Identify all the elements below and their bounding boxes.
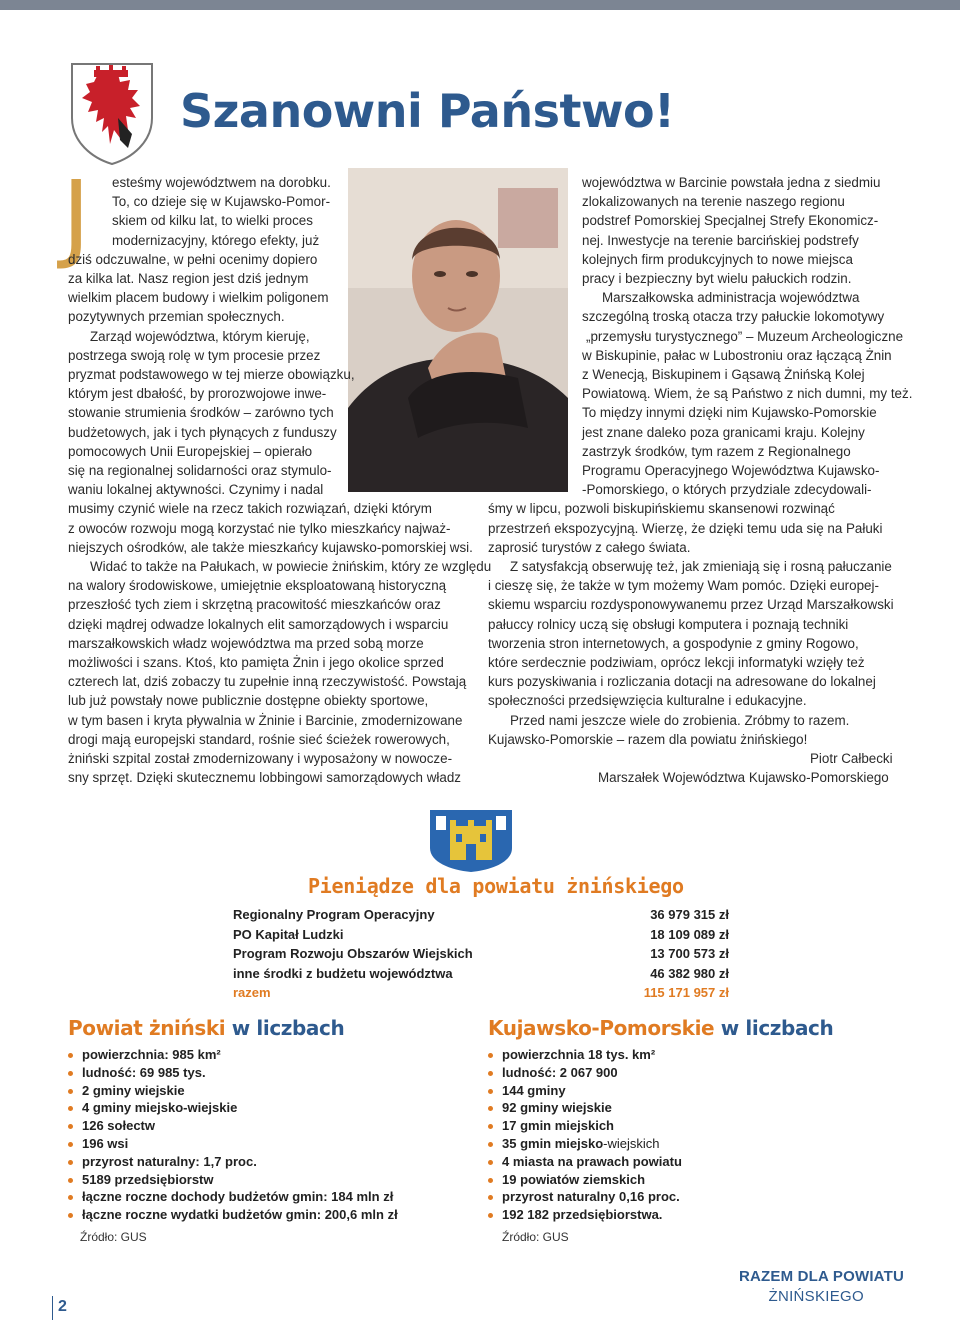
powiat-title-rest: w liczbach bbox=[231, 1016, 345, 1040]
region-facts-list bbox=[488, 1046, 682, 1224]
list-item: przyrost naturalny 0,16 proc. bbox=[488, 1188, 682, 1206]
right-line: z Wenecją, Biskupinem i Gąsawą Żnińską Kolej bbox=[582, 367, 865, 382]
list-item: łączne roczne dochody budżetów gmin: 184 mln zł bbox=[68, 1188, 398, 1206]
left-line: czterech lat, dziś zobaczy tu zupełnie inną rzeczywistość. Powstają bbox=[68, 674, 467, 690]
right-line: szczególną troską otacza trzy pałuckie lokomotywy bbox=[582, 309, 885, 325]
footer-subtitle: ŻNIŃSKIEGO bbox=[768, 1288, 864, 1305]
list-item: przyrost naturalny: 1,7 proc. bbox=[68, 1153, 398, 1171]
left-line: stowanie strumienia środków – zarówno tych bbox=[68, 405, 334, 421]
left-line: pryzmat podstawowego w tej mierze obowiązku, bbox=[68, 367, 355, 382]
funds-row-amount: 18 109 089 zł bbox=[650, 926, 729, 942]
list-item: 126 sołectw bbox=[68, 1117, 398, 1135]
right-line: nej. Inwestycje na terenie barcińskiej podstrefy bbox=[582, 232, 859, 248]
right-line: kurs pozyskiwania i rozliczania dotacji na adresowane do lokalnej bbox=[488, 674, 876, 690]
left-line: esteśmy województwem na dorobku. bbox=[112, 175, 331, 190]
left-line: lub już powstały nowe publicznie dostępne obiekty sportowe, bbox=[68, 693, 429, 709]
page-number: 2 bbox=[58, 1298, 67, 1315]
left-line: możliwości i szans. Ktoś, kto pamięta Żnin i jego okolice sprzed bbox=[68, 655, 444, 670]
right-line: Marszałkowska administracja województwa bbox=[602, 290, 860, 306]
funds-row bbox=[233, 944, 729, 964]
left-line: wielkim placem budowy i wielkim poligonem bbox=[68, 290, 329, 306]
right-line: Przed nami jeszcze wiele do zrobienia. Zróbmy to razem. bbox=[510, 712, 850, 728]
funds-title: Pieniądze dla powiatu żnińskiego bbox=[308, 874, 684, 898]
funds-row bbox=[233, 925, 729, 945]
right-line: Programu Operacyjnego Województwa Kujawsko- bbox=[582, 463, 880, 478]
right-line: jest znane daleko poza granicami kraju. Kolejny bbox=[582, 424, 865, 440]
left-line: Zarząd województwa, którym kieruję, bbox=[90, 328, 310, 344]
left-line: To, co dzieje się w Kujawsko-Pomor- bbox=[112, 194, 331, 210]
region-title bbox=[488, 1016, 833, 1040]
page-number-rule bbox=[52, 1296, 53, 1320]
right-line: podstref Pomorskiej Specjalnej Strefy Ekonomicz- bbox=[582, 213, 879, 229]
right-line: Piotr Całbecki bbox=[810, 751, 893, 766]
funds-total-label: razem bbox=[233, 985, 271, 1000]
funds-table bbox=[233, 905, 729, 1003]
left-line: drogi mają europejski standard, rośnie sieć ścieżek rowerowych, bbox=[68, 731, 450, 747]
powiat-title-accent: Powiat żniński bbox=[68, 1016, 226, 1040]
portrait-photo bbox=[348, 168, 568, 492]
funds-total-row bbox=[233, 983, 729, 1003]
right-line: pracy i bezpieczny byt wielu pałuckich rodzin. bbox=[582, 271, 852, 286]
list-item: ludność: 69 985 tys. bbox=[68, 1064, 398, 1082]
funds-row bbox=[233, 905, 729, 925]
left-line: za kilka lat. Nasz region jest dziś jednym bbox=[68, 271, 309, 286]
right-line: i cieszę się, że także w tym możemy Wam pomóc. Dzięki europej- bbox=[488, 578, 879, 594]
powiat-source: Źródło: GUS bbox=[80, 1230, 147, 1244]
right-line: To między innymi dzięki nim Kujawsko-Pomorskie bbox=[582, 405, 877, 421]
funds-row-label: Program Rozwoju Obszarów Wiejskich bbox=[233, 946, 473, 961]
left-line: skiem od kilku lat, to wielki proces bbox=[112, 213, 313, 229]
right-line: zaprosić turystów z całego świata. bbox=[488, 539, 691, 555]
list-item: 19 powiatów ziemskich bbox=[488, 1171, 682, 1189]
right-line: społeczności przedsięwzięcia kulturalne i edukacyjne. bbox=[488, 693, 807, 709]
footer-title: RAZEM DLA POWIATU bbox=[738, 1268, 904, 1285]
left-line: pomocowych Unii Europejskiej – opierało bbox=[68, 443, 313, 459]
left-line: budżetowych, jak i tych płynących z funduszy bbox=[68, 424, 337, 440]
right-line: zlokalizowanych na terenie naszego regionu bbox=[582, 194, 845, 210]
list-item: ludność: 2 067 900 bbox=[488, 1064, 682, 1082]
right-line: śmy w lipcu, pozwoli biskupińskiemu skansenowi rozwinąć bbox=[488, 501, 835, 517]
left-line: którym jest dbałość, by prorozwojowe inwe- bbox=[68, 386, 327, 402]
list-item: łączne roczne wydatki budżetów gmin: 200,6 mln zł bbox=[68, 1206, 398, 1224]
funds-row-amount: 13 700 573 zł bbox=[650, 946, 729, 961]
list-item: 5189 przedsiębiorstw bbox=[68, 1171, 398, 1189]
funds-row bbox=[233, 964, 729, 984]
list-item: 35 gmin miejsko-wiejskich bbox=[488, 1135, 682, 1153]
right-line: zastrzyk środków, tym razem z Regionalnego bbox=[582, 443, 851, 459]
left-line: musimy czynić wiele na rzecz takich rozwiązań, dzięki którym bbox=[68, 501, 432, 517]
powiat-facts-list bbox=[68, 1046, 398, 1224]
right-line: Z satysfakcją obserwuję też, jak zmieniają się i rosną pałuczanie bbox=[510, 559, 892, 574]
funds-row-label: inne środki z budżetu województwa bbox=[233, 965, 453, 981]
right-line: tworzenia stron internetowych, a gospodynie z gminy Rogowo, bbox=[488, 635, 859, 651]
funds-row-amount: 46 382 980 zł bbox=[650, 965, 729, 981]
left-line: się na regionalnej solidarności oraz stymulo- bbox=[68, 463, 332, 478]
list-item: powierzchnia 18 tys. km² bbox=[488, 1046, 682, 1064]
left-line: modernizacyjny, którego efekty, już bbox=[112, 232, 320, 248]
right-line: -Pomorskiego, o których przydziale zdecydowali- bbox=[582, 482, 872, 498]
region-source: Źródło: GUS bbox=[502, 1230, 569, 1244]
left-line: marszałkowskich władz województwa ma przed sobą morze bbox=[68, 635, 424, 651]
kujawsko-pomorskie-crest-icon bbox=[68, 60, 156, 166]
right-line: skiemu wsparciu rozdysponowywanemu przez Urząd Marszałkowski bbox=[488, 597, 894, 613]
right-line: „przemysłu turystycznego” – Muzeum Archeologiczne bbox=[586, 328, 904, 344]
left-line: pozytywnych przemian społecznych. bbox=[68, 309, 285, 325]
top-bar bbox=[0, 0, 960, 10]
list-item: 4 gminy miejsko-wiejskie bbox=[68, 1099, 398, 1117]
right-line: województwa w Barcinie powstała jedna z siedmiu bbox=[582, 175, 881, 190]
znin-county-crest-icon bbox=[428, 808, 514, 874]
left-line: dzięki mądrej odwadze lokalnych elit samorządowych i wsparciu bbox=[68, 616, 449, 632]
left-line: z owoców rozwoju mogą korzystać nie tylko mieszkańcy najważ- bbox=[68, 520, 451, 536]
list-item: 92 gminy wiejskie bbox=[488, 1099, 682, 1117]
right-line: kolejnych firm produkcyjnych to nowe miejsca bbox=[582, 251, 853, 267]
right-line: które serdecznie podziwiam, oprócz lekcji informatyki wzięły też bbox=[488, 655, 865, 670]
top-bar-line bbox=[0, 10, 960, 12]
right-line: Kujawsko-Pomorskie – razem dla powiatu żnińskiego! bbox=[488, 731, 808, 747]
right-line: Powiatową. Wiem, że są Państwo z nich dumni, my też. bbox=[582, 386, 913, 402]
left-line: niejszych ośrodków, ale także mieszkańcy kujawsko-pomorskiej wsi. bbox=[68, 539, 473, 555]
region-title-rest: w liczbach bbox=[720, 1016, 834, 1040]
right-line: pałuccy rolnicy uczą się obsługi komputera i poznają techniki bbox=[488, 616, 849, 632]
left-line: w tym basen i kryta pływalnia w Żninie i Barcinie, zmodernizowane bbox=[68, 712, 463, 728]
left-line: postrzega swoją rolę w tym procesie przez bbox=[68, 347, 321, 363]
left-line: przeszłość tych ziem i skrzętną pracowitość mieszkańców oraz bbox=[68, 597, 441, 613]
funds-total-amount: 115 171 957 zł bbox=[643, 985, 729, 1000]
right-line: w Biskupinie, pałac w Lubostroniu oraz łączącą Żnin bbox=[582, 347, 892, 363]
list-item: 4 miasta na prawach powiatu bbox=[488, 1153, 682, 1171]
list-item: 2 gminy wiejskie bbox=[68, 1082, 398, 1100]
left-line: Widać to także na Pałukach, w powiecie żnińskim, który ze względu bbox=[90, 559, 492, 574]
left-line: dziś odczuwalne, w pełni ocenimy dopiero bbox=[68, 251, 318, 267]
left-line: żniński szpital został zmodernizowany i wyposażony w nowocze- bbox=[68, 751, 453, 766]
region-title-accent: Kujawsko-Pomorskie bbox=[488, 1016, 715, 1040]
funds-row-label: Regionalny Program Operacyjny bbox=[233, 907, 435, 922]
funds-row-label: PO Kapitał Ludzki bbox=[233, 926, 344, 942]
list-item: 144 gminy bbox=[488, 1082, 682, 1100]
right-line: Marszałek Województwa Kujawsko-Pomorskiego bbox=[598, 770, 889, 786]
list-item: 196 wsi bbox=[68, 1135, 398, 1153]
list-item: 192 182 przedsiębiorstwa. bbox=[488, 1206, 682, 1224]
list-item: 17 gmin miejskich bbox=[488, 1117, 682, 1135]
page-title: Szanowni Państwo! bbox=[180, 84, 675, 138]
powiat-title bbox=[68, 1016, 344, 1040]
right-line: przestrzeń ekspozycyjną. Wierzę, że dzięki temu uda się na Pałuki bbox=[488, 520, 883, 536]
funds-row-amount: 36 979 315 zł bbox=[650, 907, 729, 922]
left-line: waniu lokalnej aktywności. Czynimy i nadal bbox=[68, 482, 324, 498]
left-line: na walory środowiskowe, umiejętnie eksploatowaną historyczną bbox=[68, 578, 447, 594]
dropcap-letter: J bbox=[62, 160, 91, 272]
left-line: sny sprzęt. Dzięki skutecznemu lobbingowi samorządowych władz bbox=[68, 770, 461, 786]
list-item: powierzchnia: 985 km² bbox=[68, 1046, 398, 1064]
